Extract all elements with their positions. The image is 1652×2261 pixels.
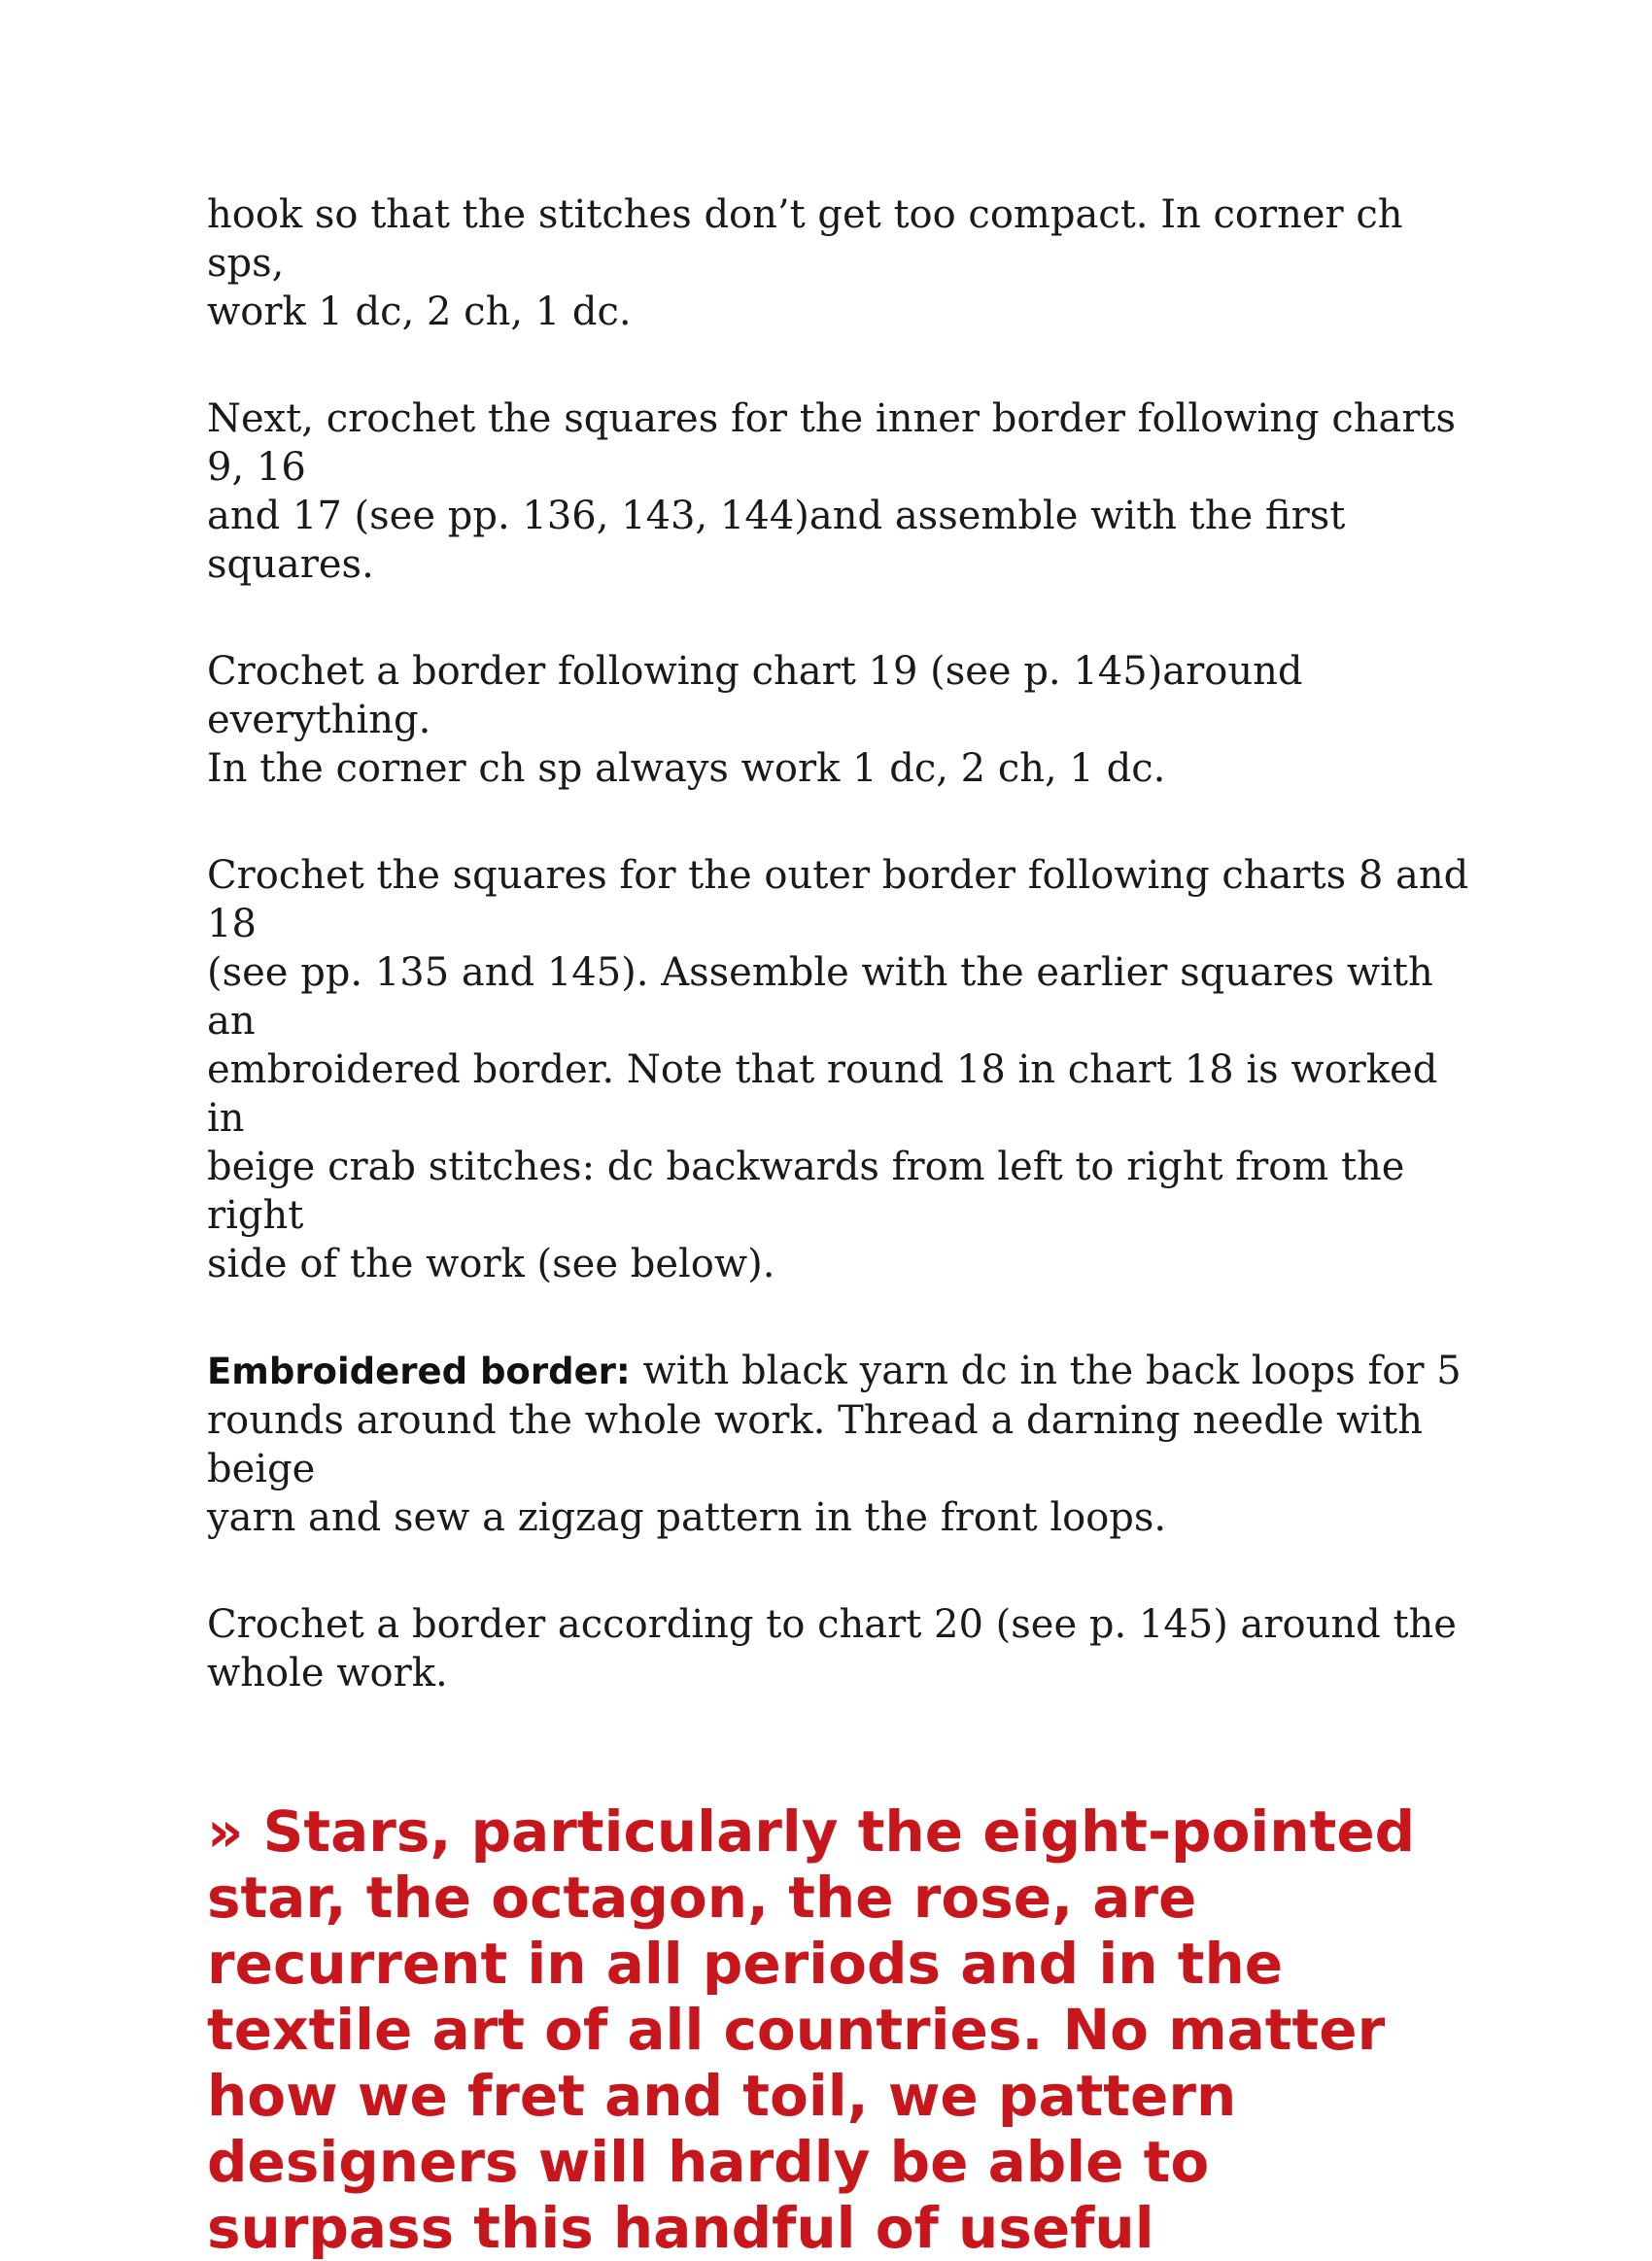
pull-quote: » Stars, particularly the eight-pointed star, the octagon, the rose, are recurrent in all periods and in the textile art of all countries. No matter how we fret and toil, we pattern designers will hardly be able to surpass this handful of useful xyxy=(207,1799,1416,2261)
paragraph-embroidered-border xyxy=(207,1347,1470,1542)
paragraph-border-chart-19: Crochet a border following chart 19 (see p. 145)around everything. In the corner ch sp always work 1 dc, 2 ch, 1 dc. xyxy=(207,649,1303,791)
paragraph-inner-border: Next, crochet the squares for the inner border following charts 9, 16 and 17 (see pp. 136, 143, 144)and assemble with the first squares. xyxy=(207,396,1457,587)
embroidered-border-label: Embroidered border: xyxy=(207,1351,631,1392)
page-content xyxy=(207,190,1470,2261)
paragraph-corner-sps: hook so that the stitches don’t get too compact. In corner ch sps, work 1 dc, 2 ch, 1 dc. xyxy=(207,192,1403,334)
paragraph-outer-border: Crochet the squares for the outer border following charts 8 and 18 (see pp. 135 and 145). Assemble with the earlier squares with an embroidered border. Note that round 18 in chart 18 is worked in beige crab stitches: dc backwards from left to right from the right side of the work (see below). xyxy=(207,853,1469,1286)
paragraph-border-chart-20: Crochet a border according to chart 20 (see p. 145) around the whole work. xyxy=(207,1602,1457,1696)
embroidered-border-text: with black yarn dc in the back loops for 5 rounds around the whole work. Thread a darning needle with beige yarn and sew a zigzag pattern in the front loops. xyxy=(207,1349,1462,1540)
